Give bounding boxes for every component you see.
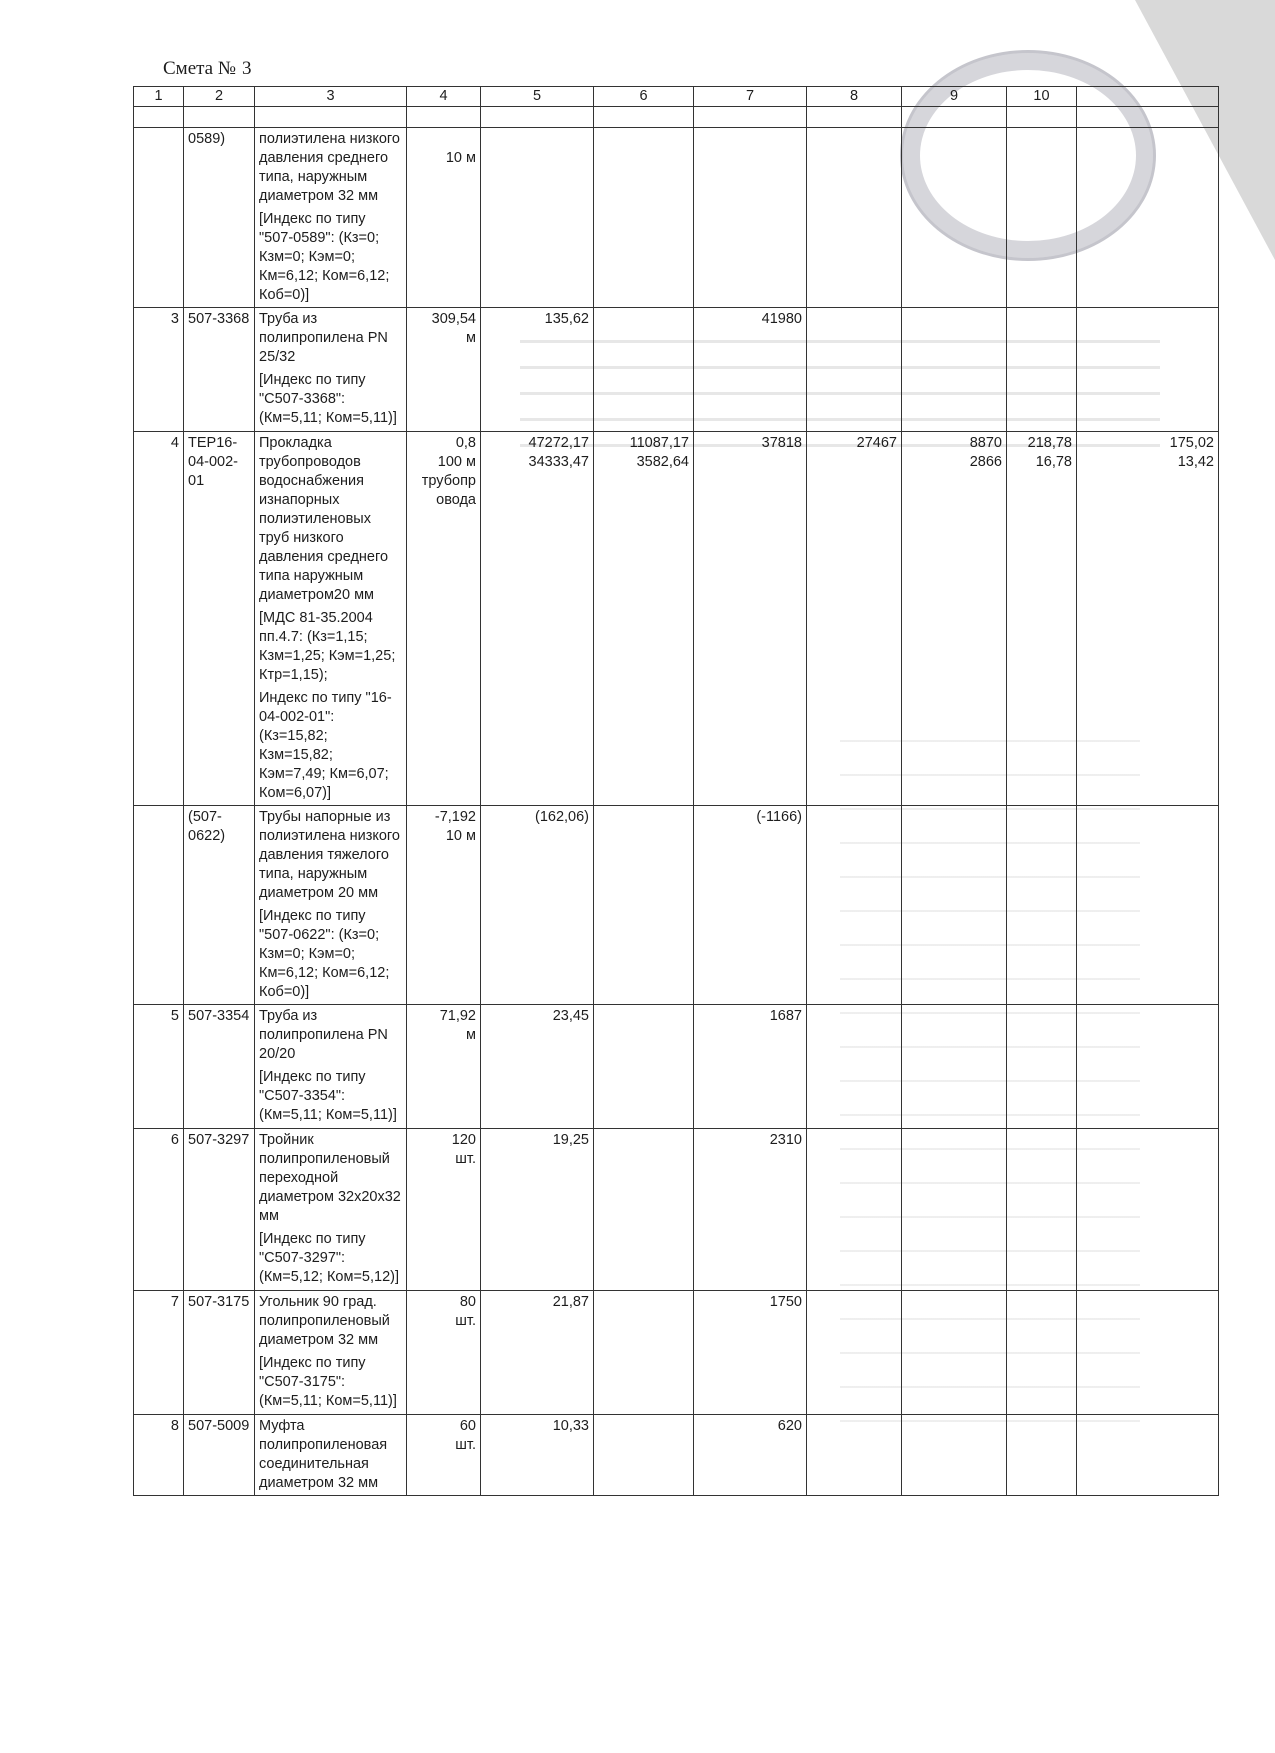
labour-per-unit	[1007, 1291, 1077, 1415]
description-paragraph: [Индекс по типу "С507-3368": (Км=5,11; Ком=5,11)]	[259, 372, 397, 426]
labour-per-unit	[1007, 128, 1077, 308]
quantity-unit	[407, 128, 481, 308]
labour-total	[1077, 128, 1219, 308]
col-header-10: 10	[1007, 87, 1077, 107]
machine-cost-line: 8870	[969, 435, 1002, 451]
description-paragraph: полиэтилена низкого давления среднего типа, наружным диаметром 32 мм	[259, 131, 400, 204]
quantity-unit-line: 80	[459, 1294, 476, 1310]
total-wages	[807, 128, 902, 308]
position-number: 6	[134, 1129, 184, 1291]
rate-code: 507-5009	[184, 1415, 255, 1496]
quantity-unit-line: шт.	[455, 1313, 476, 1329]
unit-cost	[481, 1129, 594, 1291]
total-wages	[807, 308, 902, 432]
machine-cost	[902, 308, 1007, 432]
description-paragraph: [Индекс по типу "507-0589": (Кз=0; Кзм=0; Кэм=0; Км=6,12; Ком=6,12; Коб=0)]	[259, 211, 390, 303]
unit-cost-wages	[594, 128, 694, 308]
machine-cost	[902, 1415, 1007, 1496]
unit-cost	[481, 1415, 594, 1496]
unit-cost-wages	[594, 308, 694, 432]
col-header-11	[1077, 87, 1219, 107]
quantity-unit	[407, 1415, 481, 1496]
description-paragraph: Трубы напорные из полиэтилена низкого давления тяжелого типа, наружным диаметром 20 мм	[259, 809, 400, 901]
col-header-9: 9	[902, 87, 1007, 107]
quantity-unit	[407, 1129, 481, 1291]
description-paragraph: Индекс по типу "16-04-002-01": (Кз=15,82; Кзм=15,82; Кэм=7,49; Км=6,07; Ком=6,07)]	[259, 690, 392, 801]
quantity-unit-line: м	[466, 330, 476, 346]
total-wages	[807, 1005, 902, 1129]
table-row	[134, 432, 1219, 806]
labour-per-unit	[1007, 1415, 1077, 1496]
total-wages	[807, 1415, 902, 1496]
position-number	[134, 128, 184, 308]
machine-cost	[902, 432, 1007, 806]
quantity-unit-line: трубопр	[421, 473, 476, 489]
spacer-row	[134, 107, 1219, 128]
total-wages	[807, 1129, 902, 1291]
quantity-unit-line: 0,8	[455, 435, 476, 451]
machine-cost-line: 2866	[969, 454, 1002, 470]
quantity-unit	[407, 1005, 481, 1129]
quantity-unit-line: 71,92	[439, 1008, 476, 1024]
machine-cost	[902, 1291, 1007, 1415]
description-paragraph: Тройник полипропиленовый переходной диаметром 32х20х32 мм	[259, 1132, 401, 1224]
description-paragraph: Угольник 90 град. полипропиленовый диаметром 32 мм	[259, 1294, 390, 1348]
unit-cost	[481, 806, 594, 1005]
labour-total-line: 175,02	[1169, 435, 1214, 451]
unit-cost-line: 21,87	[552, 1294, 589, 1310]
total-cost	[694, 128, 807, 308]
position-number: 8	[134, 1415, 184, 1496]
work-description	[255, 128, 407, 308]
description-paragraph: [Индекс по типу "С507-3354": (Км=5,11; Ком=5,11)]	[259, 1069, 397, 1123]
rate-code: 507-3297	[184, 1129, 255, 1291]
quantity-unit	[407, 806, 481, 1005]
page-title	[163, 58, 251, 80]
total-cost: 1687	[694, 1005, 807, 1129]
labour-total-line: 13,42	[1177, 454, 1214, 470]
unit-cost-wages-line: 11087,17	[629, 435, 689, 451]
col-header-2: 2	[184, 87, 255, 107]
machine-cost	[902, 128, 1007, 308]
rate-code: 507-3368	[184, 308, 255, 432]
unit-cost	[481, 1005, 594, 1129]
quantity-unit	[407, 308, 481, 432]
labour-total	[1077, 806, 1219, 1005]
labour-total	[1077, 1415, 1219, 1496]
work-description	[255, 1129, 407, 1291]
quantity-unit-line: 309,54	[431, 311, 476, 327]
labour-per-unit	[1007, 308, 1077, 432]
labour-total	[1077, 1129, 1219, 1291]
unit-cost-wages	[594, 1005, 694, 1129]
unit-cost-wages	[594, 1129, 694, 1291]
quantity-unit-line: -7,192	[434, 809, 476, 825]
labour-per-unit-line: 16,78	[1035, 454, 1072, 470]
total-wages	[807, 806, 902, 1005]
unit-cost-wages	[594, 432, 694, 806]
description-paragraph: [МДС 81-35.2004 пп.4.7: (Кз=1,15; Кзм=1,25; Кэм=1,25; Ктр=1,15);	[259, 610, 396, 683]
quantity-unit-line: шт.	[455, 1151, 476, 1167]
title-prefix: Смета №	[163, 58, 236, 79]
table-row	[134, 806, 1219, 1005]
quantity-unit	[407, 1291, 481, 1415]
rate-code: 507-3354	[184, 1005, 255, 1129]
unit-cost-wages	[594, 1291, 694, 1415]
labour-per-unit	[1007, 806, 1077, 1005]
table-row	[134, 1291, 1219, 1415]
unit-cost-wages	[594, 806, 694, 1005]
machine-cost	[902, 1005, 1007, 1129]
col-header-6: 6	[594, 87, 694, 107]
labour-total	[1077, 1291, 1219, 1415]
quantity-unit-line: 10 м	[445, 828, 476, 844]
quantity-unit-line: 120	[451, 1132, 476, 1148]
description-paragraph: [Индекс по типу "С507-3175": (Км=5,11; Ком=5,11)]	[259, 1355, 397, 1409]
quantity-unit-line: шт.	[455, 1437, 476, 1453]
col-header-3: 3	[255, 87, 407, 107]
labour-total	[1077, 432, 1219, 806]
total-wages	[807, 1291, 902, 1415]
position-number: 3	[134, 308, 184, 432]
unit-cost	[481, 128, 594, 308]
work-description	[255, 1291, 407, 1415]
col-header-5: 5	[481, 87, 594, 107]
table-row	[134, 1415, 1219, 1496]
col-header-4: 4	[407, 87, 481, 107]
rate-code: 0589)	[184, 128, 255, 308]
col-header-7: 7	[694, 87, 807, 107]
unit-cost-wages-line: 3582,64	[636, 454, 689, 470]
quantity-unit-line: м	[466, 1027, 476, 1043]
rate-code: 507-3175	[184, 1291, 255, 1415]
quantity-unit-line: 60	[459, 1418, 476, 1434]
rate-code: (507-0622)	[184, 806, 255, 1005]
total-cost: 37818	[694, 432, 807, 806]
column-number-header	[134, 87, 1219, 107]
labour-per-unit	[1007, 1129, 1077, 1291]
table-row	[134, 1129, 1219, 1291]
unit-cost-line: 19,25	[552, 1132, 589, 1148]
unit-cost-line: 10,33	[552, 1418, 589, 1434]
table-row	[134, 128, 1219, 308]
description-paragraph: Муфта полипропиленовая соединительная диаметром 32 мм	[259, 1418, 388, 1491]
work-description	[255, 308, 407, 432]
table-row	[134, 1005, 1219, 1129]
unit-cost-line: 23,45	[552, 1008, 589, 1024]
work-description	[255, 432, 407, 806]
total-cost: 1750	[694, 1291, 807, 1415]
work-description	[255, 806, 407, 1005]
total-wages: 27467	[807, 432, 902, 806]
unit-cost-line: 135,62	[544, 311, 589, 327]
position-number: 4	[134, 432, 184, 806]
description-paragraph: [Индекс по типу "507-0622": (Кз=0; Кзм=0; Кэм=0; Км=6,12; Ком=6,12; Коб=0)]	[259, 908, 390, 1000]
quantity-unit-line: 100 м	[437, 454, 476, 470]
estimate-number: 3	[241, 58, 252, 79]
position-number: 7	[134, 1291, 184, 1415]
labour-per-unit	[1007, 432, 1077, 806]
labour-total	[1077, 1005, 1219, 1129]
total-cost: 620	[694, 1415, 807, 1496]
unit-cost-line: (162,06)	[534, 809, 589, 825]
position-number: 5	[134, 1005, 184, 1129]
rate-code: ТЕР16-04-002-01	[184, 432, 255, 806]
total-cost: 41980	[694, 308, 807, 432]
quantity-unit-line: 10 м	[445, 150, 476, 166]
labour-per-unit-line: 218,78	[1027, 435, 1072, 451]
unit-cost	[481, 1291, 594, 1415]
estimate-table	[133, 86, 1219, 1496]
unit-cost	[481, 308, 594, 432]
description-paragraph: Прокладка трубопроводов водоснабжения изнапорных полиэтиленовых труб низкого давления среднего типа наружным диаметром20 мм	[259, 435, 389, 603]
unit-cost	[481, 432, 594, 806]
labour-per-unit	[1007, 1005, 1077, 1129]
unit-cost-line: 34333,47	[528, 454, 589, 470]
work-description	[255, 1005, 407, 1129]
description-paragraph: Труба из полипропилена PN 20/20	[259, 1008, 388, 1062]
machine-cost	[902, 1129, 1007, 1291]
table-row	[134, 308, 1219, 432]
col-header-1: 1	[134, 87, 184, 107]
quantity-unit	[407, 432, 481, 806]
unit-cost-wages	[594, 1415, 694, 1496]
position-number	[134, 806, 184, 1005]
quantity-unit-line: овода	[436, 492, 476, 508]
work-description	[255, 1415, 407, 1496]
description-paragraph: [Индекс по типу "С507-3297": (Км=5,12; Ком=5,12)]	[259, 1231, 400, 1285]
total-cost: (-1166)	[694, 806, 807, 1005]
quantity-unit-line	[411, 130, 476, 149]
description-paragraph: Труба из полипропилена PN 25/32	[259, 311, 388, 365]
machine-cost	[902, 806, 1007, 1005]
col-header-8: 8	[807, 87, 902, 107]
total-cost: 2310	[694, 1129, 807, 1291]
unit-cost-line: 47272,17	[528, 435, 589, 451]
labour-total	[1077, 308, 1219, 432]
